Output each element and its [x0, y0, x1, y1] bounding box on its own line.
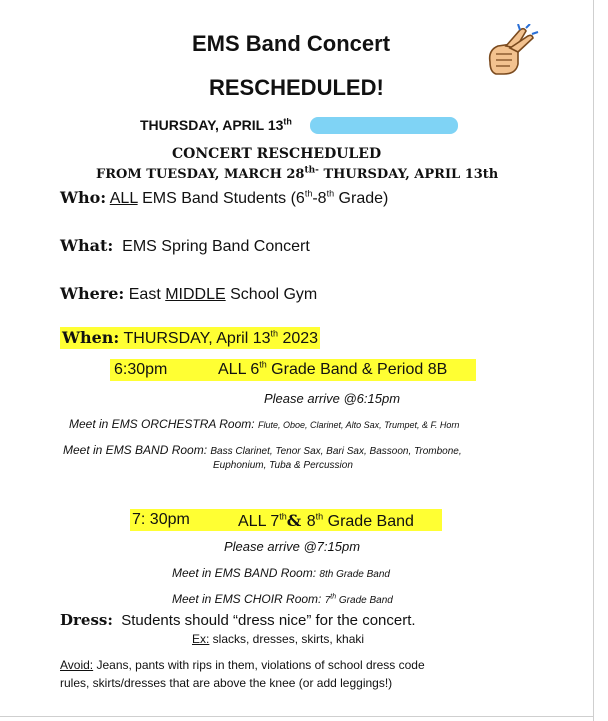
fingers-crossed-icon: [482, 24, 542, 91]
slot-730-band-room: Meet in EMS BAND Room: 8th Grade Band: [172, 566, 390, 580]
date-line: THURSDAY, APRIL 13th: [140, 116, 292, 133]
what-line: What: EMS Spring Band Concert: [60, 236, 310, 255]
slot-630-orchestra-room: Meet in EMS ORCHESTRA Room: Flute, Oboe, Clarinet, Alto Sax, Trumpet, & F. Horn: [69, 417, 460, 431]
flyer-title: EMS Band Concert: [192, 31, 391, 56]
dress-line: Dress: Students should “dress nice” for the concert.: [60, 611, 416, 629]
slot-630-band-room-cont: Euphonium, Tuba & Percussion: [213, 460, 353, 471]
flyer-subtitle: RESCHEDULED!: [209, 75, 384, 100]
slot-730-choir-room: Meet in EMS CHOIR Room: 7th Grade Band: [172, 592, 393, 606]
slot-730-banner: 7: 30pm ALL 7th& 8th Grade Band: [130, 509, 442, 531]
when-line: When: THURSDAY, April 13th 2023: [62, 328, 319, 347]
slot-630-band-room: Meet in EMS BAND Room: Bass Clarinet, Tenor Sax, Bari Sax, Bassoon, Trombone,: [63, 443, 462, 457]
where-line: Where: East MIDDLE School Gym: [60, 284, 318, 303]
reschedule-details: FROM TUESDAY, MARCH $28^{th-}$ THURSDAY, APRIL 13th: [96, 165, 499, 182]
slot-730-arrival: Please arrive @7:15pm: [224, 539, 361, 554]
slot-630-banner: 6:30pm ALL 6th Grade Band & Period 8B: [110, 359, 476, 381]
slot-630-arrival: Please arrive @6:15pm: [264, 391, 401, 406]
dress-examples: Ex: slacks, dresses, skirts, khaki: [192, 632, 365, 646]
rescheduled-heading: CONCERT RESCHEDULED: [172, 146, 382, 162]
who-line: Who: ALL EMS Band Students (6th-8th Grade): [60, 188, 389, 207]
avoid-line-2: rules, skirts/dresses that are above the knee (or add leggings!): [60, 676, 393, 690]
redaction-mark: [310, 117, 458, 134]
avoid-line-1: Avoid: Jeans, pants with rips in them, violations of school dress code: [60, 658, 425, 672]
page-edge-bottom: [0, 716, 594, 717]
page-edge-right: [593, 0, 594, 721]
